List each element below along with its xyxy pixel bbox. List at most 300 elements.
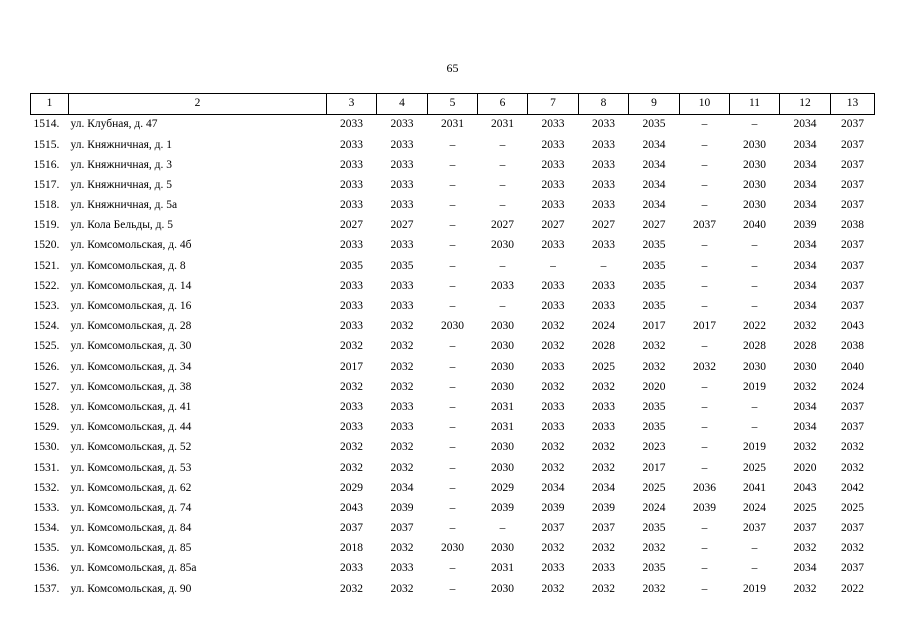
year-cell: – <box>499 138 506 151</box>
header-cell: 2 <box>69 94 327 115</box>
year-cell: – <box>701 300 708 313</box>
year-cell: 2033 <box>390 138 414 151</box>
year-cell: 2028 <box>793 340 817 353</box>
year-cell: 2039 <box>390 501 414 514</box>
year-cell: 2032 <box>642 360 666 373</box>
year-cell: – <box>449 481 456 494</box>
year-cell: – <box>449 138 456 151</box>
year-cell: 2033 <box>592 118 615 131</box>
year-cell: 2033 <box>592 199 615 212</box>
year-cell: 2037 <box>340 522 363 535</box>
address-cell: ул. Комсомольская, д. 34 <box>70 360 192 373</box>
year-cell: 2035 <box>642 239 666 252</box>
year-cell: – <box>751 259 758 272</box>
year-cell: 2032 <box>390 461 414 474</box>
year-cell: – <box>449 178 456 191</box>
row-number: 1518. <box>33 199 60 212</box>
year-cell: 2019 <box>743 582 766 595</box>
table-row <box>31 236 875 256</box>
year-cell: – <box>701 158 708 171</box>
row-number: 1515. <box>33 138 60 151</box>
year-cell: 2030 <box>491 542 514 555</box>
year-cell: – <box>751 279 758 292</box>
address-cell: ул. Комсомольская, д. 38 <box>70 380 192 393</box>
header-cell: 12 <box>780 94 831 115</box>
year-cell: 2032 <box>592 380 615 393</box>
year-cell: 2024 <box>841 380 864 393</box>
year-cell: 2030 <box>491 582 514 595</box>
row-number: 1536. <box>33 562 60 575</box>
year-cell: – <box>701 400 708 413</box>
year-cell: 2033 <box>340 300 363 313</box>
year-cell: 2037 <box>841 400 864 413</box>
year-cell: 2032 <box>390 340 414 353</box>
year-cell: – <box>499 178 506 191</box>
year-cell: 2030 <box>491 360 514 373</box>
address-cell: ул. Комсомольская, д. 74 <box>70 501 192 514</box>
year-cell: 2037 <box>793 522 817 535</box>
year-cell: 2033 <box>340 118 363 131</box>
year-cell: 2034 <box>642 178 666 191</box>
year-cell: – <box>449 421 456 434</box>
year-cell: 2035 <box>642 400 666 413</box>
year-cell: 2033 <box>340 138 363 151</box>
year-cell: 2034 <box>793 138 817 151</box>
year-cell: – <box>701 340 708 353</box>
year-cell: 2030 <box>491 239 514 252</box>
year-cell: 2040 <box>841 360 864 373</box>
year-cell: 2032 <box>390 360 414 373</box>
year-cell: – <box>701 199 708 212</box>
year-cell: – <box>751 562 758 575</box>
year-cell: 2032 <box>390 320 414 333</box>
year-cell: 2031 <box>491 400 514 413</box>
header-cell: 8 <box>579 94 629 115</box>
year-cell: – <box>449 360 456 373</box>
row-number: 1526. <box>33 360 60 373</box>
year-cell: 2032 <box>793 320 817 333</box>
table-row <box>31 277 875 297</box>
year-cell: – <box>751 400 758 413</box>
table-row <box>31 176 875 196</box>
year-cell: 2033 <box>592 562 615 575</box>
year-cell: 2033 <box>390 421 414 434</box>
year-cell: – <box>499 199 506 212</box>
header-cell: 4 <box>377 94 428 115</box>
year-cell: 2027 <box>390 219 414 232</box>
year-cell: 2031 <box>491 421 514 434</box>
year-cell: 2038 <box>841 219 864 232</box>
table-row <box>31 519 875 539</box>
year-cell: 2035 <box>390 259 414 272</box>
year-cell: 2032 <box>340 380 363 393</box>
year-cell: 2030 <box>491 380 514 393</box>
year-cell: 2034 <box>793 118 817 131</box>
year-cell: 2032 <box>390 582 414 595</box>
year-cell: – <box>449 300 456 313</box>
year-cell: – <box>449 461 456 474</box>
year-cell: – <box>499 158 506 171</box>
table-row <box>31 499 875 519</box>
year-cell: 2032 <box>541 542 565 555</box>
row-number: 1528. <box>33 400 60 413</box>
address-cell: ул. Комсомольская, д. 85а <box>70 562 197 575</box>
table-row <box>31 135 875 155</box>
year-cell: 2027 <box>592 219 615 232</box>
year-cell: 2033 <box>592 421 615 434</box>
year-cell: 2027 <box>541 219 565 232</box>
year-cell: – <box>449 158 456 171</box>
table-row <box>31 196 875 216</box>
table-row <box>31 256 875 276</box>
year-cell: 2030 <box>491 441 514 454</box>
year-cell: – <box>499 522 506 535</box>
year-cell: 2022 <box>743 320 766 333</box>
year-cell: 2032 <box>693 360 716 373</box>
header-cell: 11 <box>730 94 780 115</box>
table-row <box>31 155 875 175</box>
year-cell: 2037 <box>841 239 864 252</box>
year-cell: – <box>449 562 456 575</box>
year-cell: 2032 <box>541 320 565 333</box>
year-cell: – <box>701 138 708 151</box>
year-cell: – <box>449 340 456 353</box>
year-cell: 2033 <box>390 178 414 191</box>
year-cell: 2030 <box>743 360 766 373</box>
year-cell: 2033 <box>541 279 565 292</box>
year-cell: 2041 <box>743 481 766 494</box>
year-cell: 2017 <box>642 461 666 474</box>
year-cell: 2032 <box>541 380 565 393</box>
year-cell: 2035 <box>642 279 666 292</box>
address-cell: ул. Комсомольская, д. 4б <box>70 239 192 252</box>
year-cell: 2032 <box>340 461 363 474</box>
table-row <box>31 115 875 136</box>
year-cell: 2030 <box>743 178 766 191</box>
year-cell: – <box>449 279 456 292</box>
year-cell: – <box>701 259 708 272</box>
address-cell: ул. Комсомольская, д. 30 <box>70 340 192 353</box>
table-body <box>31 115 875 600</box>
year-cell: 2030 <box>441 542 464 555</box>
year-cell: 2037 <box>841 199 864 212</box>
row-number: 1527. <box>33 380 60 393</box>
year-cell: – <box>701 582 708 595</box>
year-cell: 2037 <box>841 118 864 131</box>
year-cell: 2032 <box>841 461 864 474</box>
year-cell: 2020 <box>793 461 817 474</box>
year-cell: 2033 <box>541 562 565 575</box>
year-cell: 2034 <box>793 178 817 191</box>
table-row <box>31 559 875 579</box>
year-cell: – <box>751 542 758 555</box>
year-cell: 2034 <box>793 279 817 292</box>
year-cell: – <box>701 279 708 292</box>
table-row <box>31 216 875 236</box>
year-cell: 2033 <box>390 400 414 413</box>
year-cell: – <box>701 562 708 575</box>
year-cell: 2042 <box>841 481 864 494</box>
address-cell: ул. Комсомольская, д. 52 <box>70 441 192 454</box>
year-cell: 2017 <box>693 320 716 333</box>
year-cell: 2031 <box>491 118 514 131</box>
year-cell: 2033 <box>340 178 363 191</box>
year-cell: 2037 <box>841 138 864 151</box>
year-cell: 2032 <box>793 582 817 595</box>
year-cell: 2025 <box>743 461 766 474</box>
row-number: 1521. <box>33 259 60 272</box>
year-cell: 2033 <box>592 158 615 171</box>
year-cell: 2032 <box>390 380 414 393</box>
year-cell: 2034 <box>793 259 817 272</box>
year-cell: 2034 <box>793 300 817 313</box>
row-number: 1531. <box>33 461 60 474</box>
year-cell: 2034 <box>390 481 414 494</box>
year-cell: 2019 <box>743 380 766 393</box>
year-cell: 2039 <box>693 501 716 514</box>
table-row <box>31 398 875 418</box>
year-cell: 2035 <box>642 522 666 535</box>
year-cell: 2032 <box>541 441 565 454</box>
year-cell: 2033 <box>592 178 615 191</box>
year-cell: 2034 <box>541 481 565 494</box>
year-cell: – <box>751 421 758 434</box>
year-cell: 2027 <box>642 219 666 232</box>
header-row <box>31 94 875 115</box>
year-cell: 2030 <box>491 320 514 333</box>
year-cell: 2030 <box>491 461 514 474</box>
table-row <box>31 579 875 599</box>
year-cell: – <box>751 300 758 313</box>
year-cell: 2032 <box>541 340 565 353</box>
year-cell: 2037 <box>841 279 864 292</box>
row-number: 1534. <box>33 522 60 535</box>
year-cell: 2033 <box>541 199 565 212</box>
year-cell: 2033 <box>340 562 363 575</box>
year-cell: 2033 <box>541 400 565 413</box>
year-cell: 2033 <box>541 239 565 252</box>
address-cell: ул. Комсомольская, д. 84 <box>70 522 192 535</box>
year-cell: 2031 <box>441 118 464 131</box>
year-cell: 2032 <box>642 340 666 353</box>
address-cell: ул. Княжничная, д. 1 <box>70 138 173 151</box>
year-cell: 2033 <box>340 421 363 434</box>
year-cell: – <box>449 199 456 212</box>
year-cell: 2032 <box>642 582 666 595</box>
year-cell: 2034 <box>592 481 615 494</box>
year-cell: 2033 <box>340 158 363 171</box>
year-cell: 2033 <box>390 279 414 292</box>
year-cell: 2033 <box>592 138 615 151</box>
header-cell: 3 <box>327 94 377 115</box>
year-cell: 2039 <box>491 501 514 514</box>
year-cell: 2033 <box>541 300 565 313</box>
year-cell: – <box>449 380 456 393</box>
year-cell: 2034 <box>793 158 817 171</box>
page-number: 65 <box>446 61 459 75</box>
year-cell: – <box>701 461 708 474</box>
year-cell: – <box>449 441 456 454</box>
year-cell: 2037 <box>841 300 864 313</box>
table-row <box>31 438 875 458</box>
row-number: 1522. <box>33 279 60 292</box>
year-cell: 2036 <box>693 481 716 494</box>
year-cell: 2037 <box>841 158 864 171</box>
year-cell: 2033 <box>592 400 615 413</box>
table-row <box>31 539 875 559</box>
year-cell: 2017 <box>340 360 363 373</box>
year-cell: 2030 <box>793 360 817 373</box>
year-cell: – <box>449 400 456 413</box>
table-row <box>31 357 875 377</box>
table-row <box>31 478 875 498</box>
row-number: 1535. <box>33 542 60 555</box>
year-cell: – <box>449 582 456 595</box>
year-cell: 2034 <box>793 199 817 212</box>
row-number: 1525. <box>33 340 60 353</box>
year-cell: 2033 <box>592 239 615 252</box>
row-number: 1520. <box>33 239 60 252</box>
year-cell: 2037 <box>693 219 716 232</box>
year-cell: 2034 <box>642 158 666 171</box>
year-cell: – <box>701 542 708 555</box>
year-cell: 2022 <box>841 582 864 595</box>
year-cell: 2033 <box>541 138 565 151</box>
year-cell: 2037 <box>841 562 864 575</box>
year-cell: 2031 <box>491 562 514 575</box>
data-table <box>30 93 875 600</box>
header-cell: 10 <box>680 94 730 115</box>
row-number: 1537. <box>33 582 60 595</box>
year-cell: 2033 <box>390 118 414 131</box>
address-cell: ул. Комсомольская, д. 28 <box>70 320 192 333</box>
year-cell: 2030 <box>441 320 464 333</box>
year-cell: 2039 <box>592 501 615 514</box>
year-cell: 2033 <box>390 562 414 575</box>
year-cell: 2037 <box>743 522 766 535</box>
year-cell: 2034 <box>642 199 666 212</box>
year-cell: 2032 <box>592 441 615 454</box>
row-number: 1514. <box>33 118 60 131</box>
year-cell: 2033 <box>491 279 514 292</box>
row-number: 1533. <box>33 501 60 514</box>
row-number: 1517. <box>33 178 60 191</box>
address-cell: ул. Комсомольская, д. 41 <box>70 400 192 413</box>
year-cell: 2020 <box>642 380 666 393</box>
year-cell: 2027 <box>340 219 363 232</box>
table-row <box>31 377 875 397</box>
year-cell: – <box>449 259 456 272</box>
address-cell: ул. Комсомольская, д. 90 <box>70 582 192 595</box>
year-cell: 2030 <box>743 158 766 171</box>
year-cell: 2032 <box>592 542 615 555</box>
year-cell: 2033 <box>340 400 363 413</box>
year-cell: 2018 <box>340 542 363 555</box>
year-cell: 2025 <box>592 360 615 373</box>
year-cell: 2033 <box>340 279 363 292</box>
year-cell: 2027 <box>491 219 514 232</box>
year-cell: – <box>449 219 456 232</box>
year-cell: 2043 <box>340 501 363 514</box>
address-cell: ул. Комсомольская, д. 44 <box>70 421 192 434</box>
year-cell: 2037 <box>592 522 615 535</box>
year-cell: 2032 <box>841 542 864 555</box>
year-cell: – <box>701 118 708 131</box>
year-cell: 2032 <box>541 582 565 595</box>
year-cell: 2032 <box>340 441 363 454</box>
year-cell: 2033 <box>541 421 565 434</box>
table-row <box>31 297 875 317</box>
year-cell: 2023 <box>642 441 666 454</box>
year-cell: – <box>600 259 607 272</box>
year-cell: – <box>701 441 708 454</box>
year-cell: – <box>499 259 506 272</box>
year-cell: 2034 <box>793 421 817 434</box>
year-cell: 2032 <box>841 441 864 454</box>
year-cell: 2043 <box>793 481 817 494</box>
year-cell: 2037 <box>841 259 864 272</box>
header-cell: 6 <box>478 94 528 115</box>
year-cell: 2033 <box>340 199 363 212</box>
year-cell: 2039 <box>793 219 817 232</box>
year-cell: 2035 <box>642 562 666 575</box>
year-cell: – <box>499 300 506 313</box>
year-cell: 2037 <box>390 522 414 535</box>
year-cell: – <box>449 522 456 535</box>
header-cell: 1 <box>31 94 69 115</box>
year-cell: 2030 <box>491 340 514 353</box>
year-cell: 2032 <box>592 461 615 474</box>
address-cell: ул. Княжничная, д. 5а <box>70 199 178 212</box>
year-cell: 2035 <box>642 118 666 131</box>
year-cell: – <box>701 178 708 191</box>
year-cell: 2043 <box>841 320 864 333</box>
year-cell: 2033 <box>390 239 414 252</box>
year-cell: 2035 <box>642 300 666 313</box>
header-cell: 13 <box>831 94 875 115</box>
header-cell: 7 <box>528 94 579 115</box>
year-cell: – <box>751 118 758 131</box>
year-cell: – <box>701 239 708 252</box>
year-cell: 2025 <box>642 481 666 494</box>
year-cell: 2032 <box>541 461 565 474</box>
year-cell: 2033 <box>592 279 615 292</box>
year-cell: 2024 <box>642 501 666 514</box>
year-cell: 2017 <box>642 320 666 333</box>
year-cell: 2032 <box>793 542 817 555</box>
year-cell: 2028 <box>592 340 615 353</box>
header-cell: 5 <box>428 94 478 115</box>
year-cell: 2037 <box>841 522 864 535</box>
address-cell: ул. Комсомольская, д. 62 <box>70 481 192 494</box>
address-cell: ул. Комсомольская, д. 85 <box>70 542 192 555</box>
year-cell: 2032 <box>390 441 414 454</box>
address-cell: ул. Комсомольская, д. 16 <box>70 300 192 313</box>
year-cell: 2034 <box>642 138 666 151</box>
year-cell: 2025 <box>793 501 817 514</box>
address-cell: ул. Комсомольская, д. 14 <box>70 279 192 292</box>
year-cell: – <box>701 380 708 393</box>
year-cell: 2033 <box>541 158 565 171</box>
address-cell: ул. Княжничная, д. 3 <box>70 158 173 171</box>
address-cell: ул. Комсомольская, д. 8 <box>70 259 186 272</box>
row-number: 1529. <box>33 421 60 434</box>
row-number: 1524. <box>33 320 60 333</box>
year-cell: 2019 <box>743 441 766 454</box>
year-cell: – <box>701 522 708 535</box>
header-cell: 9 <box>629 94 680 115</box>
year-cell: 2033 <box>390 300 414 313</box>
